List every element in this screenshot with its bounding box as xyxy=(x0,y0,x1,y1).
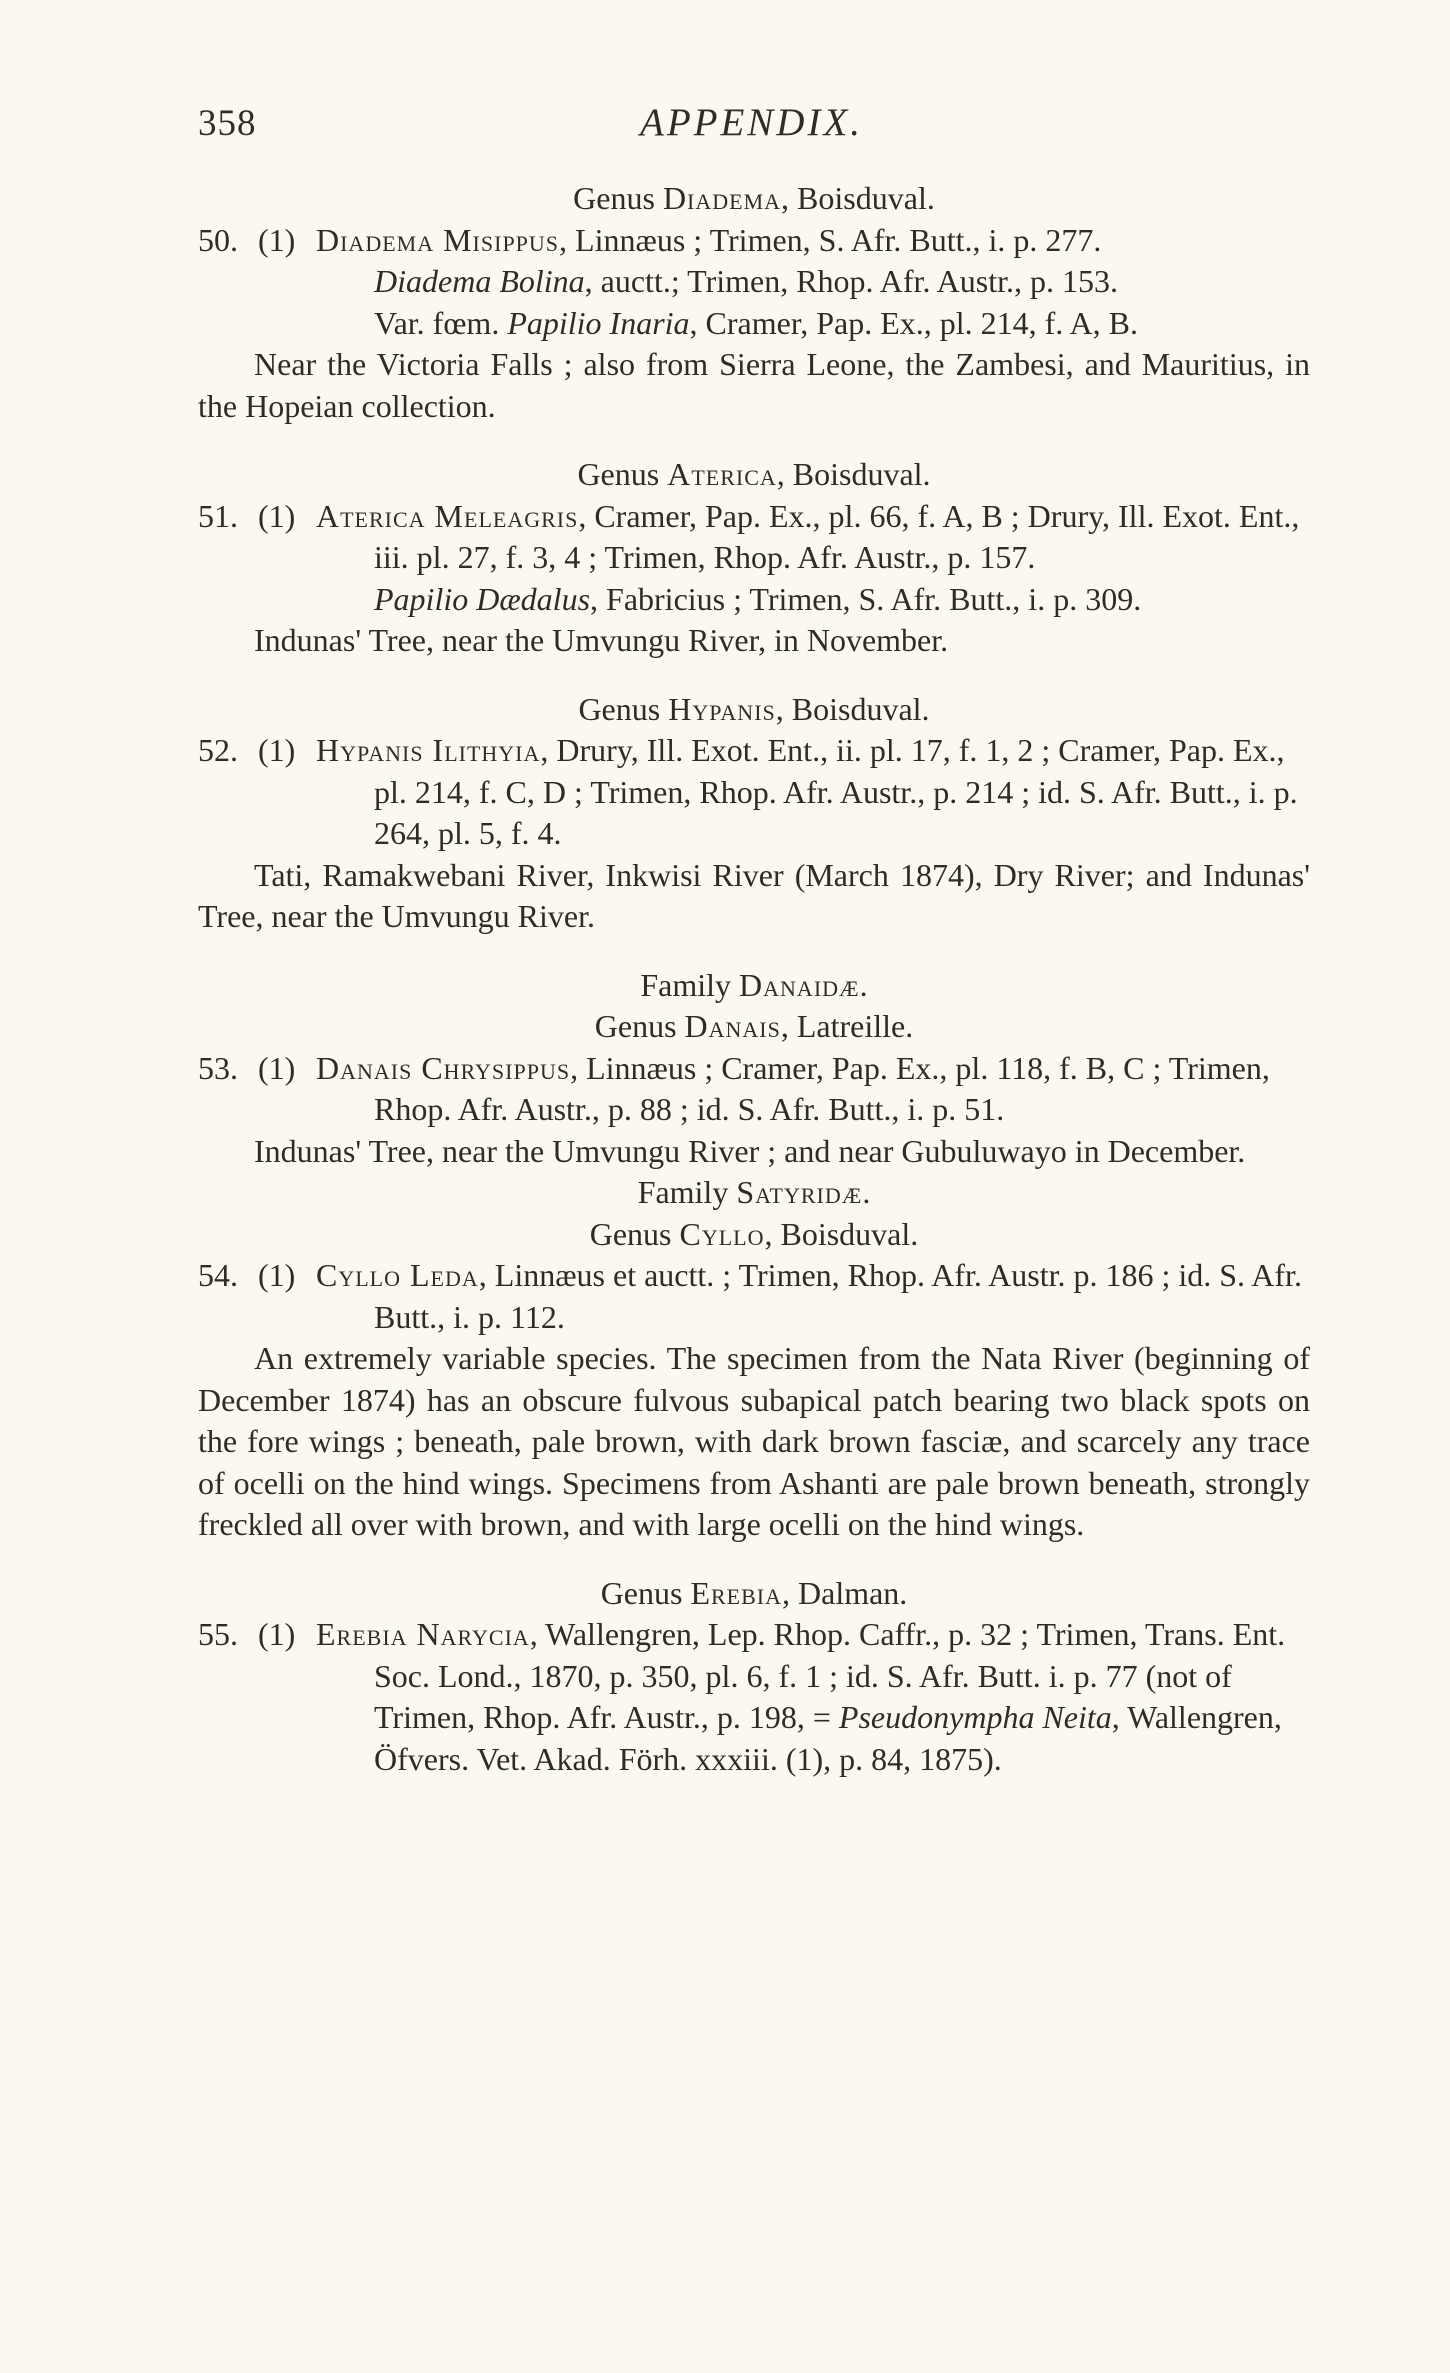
species-name: Hypanis Ilithyia xyxy=(316,732,541,768)
genus-heading: Genus Diadema, Boisduval. xyxy=(573,180,935,216)
synonym-line: Diadema Bolina, auctt.; Trimen, Rhop. Afr. Austr., p. 153. xyxy=(374,263,1119,299)
family-heading: Family Satyridæ. xyxy=(637,1174,871,1210)
genus-heading: Genus Aterica, Boisduval. xyxy=(577,456,931,492)
entry-number: 55. xyxy=(198,1616,238,1652)
locality-note: Tati, Ramakwebani River, Inkwisi River (March 1874), Dry River; and Indunas' Tree, near the Umvungu River. xyxy=(198,856,1310,934)
locality-note: Near the Victoria Falls ; also from Sierra Leone, the Zambesi, and Mauritius, in the Hopeian collection. xyxy=(198,346,1310,424)
running-head: APPENDIX. xyxy=(640,101,864,144)
genus-heading: Genus Erebia, Dalman. xyxy=(600,1574,908,1611)
page-number: 358 xyxy=(198,103,257,144)
page-header xyxy=(0,92,1450,152)
family-heading: Family Danaidæ. xyxy=(640,966,868,1003)
species-name: Aterica Meleagris xyxy=(316,497,579,534)
entry-number: 52. xyxy=(198,732,238,768)
species-entry xyxy=(198,220,1310,262)
species-reference: , Cramer, Pap. Ex., pl. 66, f. A, B ; Drury, Ill. Exot. Ent., iii. pl. 27, f. 3, 4 ; Trimen, Rhop. Afr. Austr., p. 157. xyxy=(374,497,1300,575)
page-body xyxy=(198,178,1310,1780)
specimen-count: (1) xyxy=(258,221,296,258)
specimen-count: (1) xyxy=(258,497,296,534)
species-name: Danais Chrysippus xyxy=(316,1049,571,1086)
species-name: Diadema Misippus xyxy=(316,221,560,258)
species-name: Cyllo Leda xyxy=(316,1257,479,1293)
entry-number: 50. xyxy=(198,221,238,258)
species-reference: , Linnæus ; Trimen, S. Afr. Butt., i. p. 277. xyxy=(559,221,1102,258)
specimen-count: (1) xyxy=(258,1616,296,1652)
species-entry xyxy=(198,730,1310,855)
genus-heading: Genus Danais, Latreille. xyxy=(594,1008,914,1044)
species-entry: 55. (1) Erebia Narycia, Wallengren, Lep. Rhop. Caffr., p. 32 ; Trimen, Trans. Ent. Soc. Lond., 1870, p. 350, pl. 6, f. 1 ; id. S. Afr. Butt. i. p. 77 (not of Trimen, Rhop. Afr. Austr., p. 198, = Pseudonympha Neita, Wallengren, Öfvers. Vet. Akad. Förh. xxxiii. (1), p. 84, 1875). xyxy=(198,1616,1286,1777)
genus-heading: Genus Cyllo, Boisduval. xyxy=(589,1215,919,1252)
species-name: Erebia Narycia xyxy=(316,1616,530,1652)
species-reference: , Linnæus et auctt. ; Trimen, Rhop. Afr. Austr. p. 186 ; id. S. Afr. Butt., i. p. 112. xyxy=(374,1257,1302,1335)
synonym-line: Var. fœm. Papilio Inaria, Cramer, Pap. Ex., pl. 214, f. A, B. xyxy=(374,304,1138,341)
specimen-count: (1) xyxy=(258,1049,296,1086)
entry-number: 54. xyxy=(198,1257,238,1293)
locality-note: Indunas' Tree, near the Umvungu River ; and near Gubuluwayo in December. xyxy=(254,1132,1246,1169)
species-reference: , Drury, Ill. Exot. Ent., ii. pl. 17, f. 1, 2 ; Cramer, Pap. Ex., pl. 214, f. C, D ; Trimen, Rhop. Afr. Austr., p. 214 ; id. S. Afr. Butt., i. p. 264, pl. 5, f. 4. xyxy=(374,732,1298,851)
species-entry xyxy=(198,1048,1310,1131)
synonym-line: Papilio Dædalus, Fabricius ; Trimen, S. Afr. Butt., i. p. 309. xyxy=(374,580,1142,617)
species-entry xyxy=(198,496,1310,579)
species-reference: , Linnæus ; Cramer, Pap. Ex., pl. 118, f. B, C ; Trimen, Rhop. Afr. Austr., p. 88 ; id. S. Afr. Butt., i. p. 51. xyxy=(374,1049,1270,1127)
species-entry xyxy=(198,1255,1310,1338)
specimen-count: (1) xyxy=(258,732,296,768)
description-paragraph: An extremely variable species. The specimen from the Nata River (beginning of December 1874) has an obscure fulvous subapical patch bearing two black spots on the fore wings ; beneath, pale brown, with dark brown fasciæ, and scarcely any trace of ocelli on the hind wings. Specimens from Ashanti are pale brown beneath, strongly freckled all over with brown, and with large ocelli on the hind wings. xyxy=(198,1340,1310,1542)
specimen-count: (1) xyxy=(258,1257,296,1293)
entry-number: 51. xyxy=(198,497,238,534)
genus-heading: Genus Hypanis, Boisduval. xyxy=(578,690,930,727)
entry-number: 53. xyxy=(198,1049,238,1086)
locality-note: Indunas' Tree, near the Umvungu River, in November. xyxy=(254,622,949,658)
